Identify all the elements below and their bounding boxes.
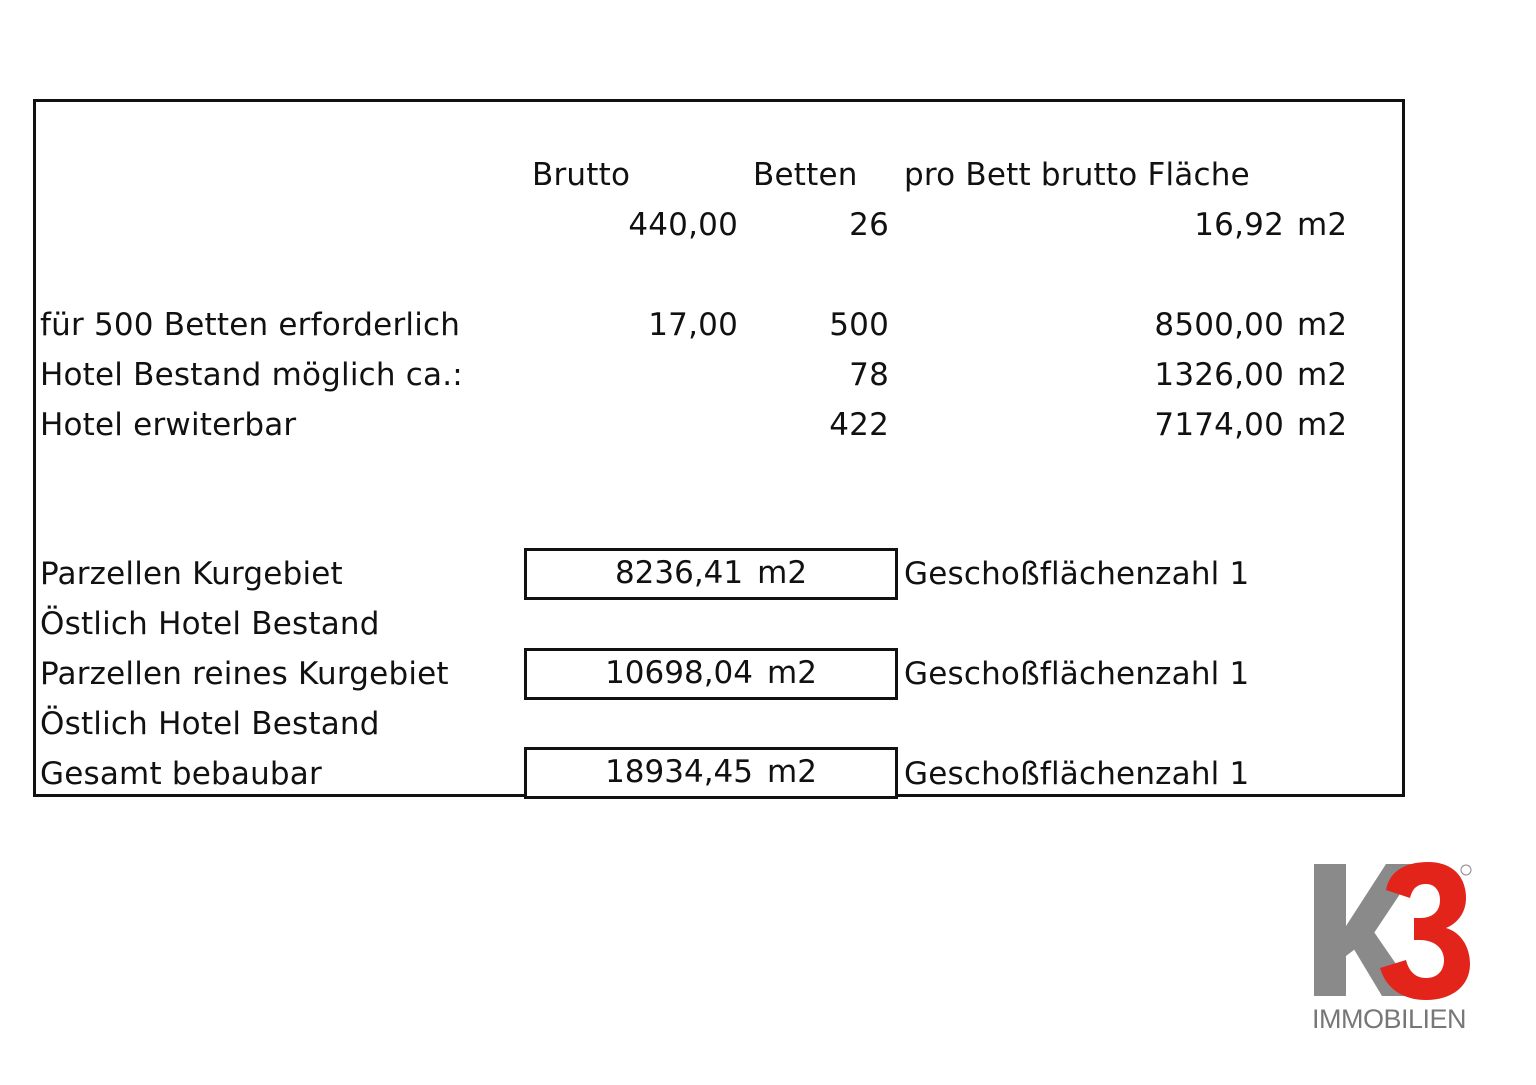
row-betten-expandable: 422 [829, 407, 889, 443]
parcel-value-box-total [524, 747, 898, 799]
parcel-value-reines-kurgebiet: 10698,04 [605, 655, 753, 691]
logo-caption: IMMOBILIEN [1312, 1004, 1467, 1034]
current-flaeche: 16,92 [1194, 207, 1284, 243]
row-flaeche-existing: 1326,00 [1154, 357, 1284, 393]
parcel-label-total: Gesamt bebaubar [40, 756, 322, 792]
parcel-note-total: Geschoßflächenzahl 1 [904, 756, 1250, 792]
row-label-required: für 500 Betten erforderlich [40, 307, 461, 343]
row-brutto-required: 17,00 [648, 307, 738, 343]
row-label-existing: Hotel Bestand möglich ca.: [40, 357, 463, 393]
parcel-sublabel-1: Östlich Hotel Bestand [40, 606, 380, 642]
parcel-label-reines-kurgebiet: Parzellen reines Kurgebiet [40, 656, 449, 692]
current-betten: 26 [849, 207, 889, 243]
parcel-note-kurgebiet: Geschoßflächenzahl 1 [904, 556, 1250, 592]
parcel-unit-kurgebiet: m2 [757, 555, 808, 591]
row-unit-required: m2 [1297, 307, 1348, 343]
parcel-sublabel-2: Östlich Hotel Bestand [40, 706, 380, 742]
header-flaeche-per-bed: pro Bett brutto Fläche [904, 157, 1250, 193]
parcel-note-reines-kurgebiet: Geschoßflächenzahl 1 [904, 656, 1250, 692]
row-flaeche-expandable: 7174,00 [1154, 407, 1284, 443]
parcel-value-total: 18934,45 [605, 754, 753, 790]
parcel-value-box-kurgebiet [524, 548, 898, 600]
row-unit-expandable: m2 [1297, 407, 1348, 443]
parcel-unit-total: m2 [767, 754, 817, 790]
row-flaeche-required: 8500,00 [1154, 307, 1284, 343]
current-brutto: 440,00 [628, 207, 738, 243]
header-brutto: Brutto [532, 157, 631, 193]
current-unit: m2 [1297, 207, 1348, 243]
parcel-value-box-reines-kurgebiet [524, 648, 898, 700]
header-betten: Betten [753, 157, 858, 193]
row-betten-required: 500 [829, 307, 889, 343]
parcel-unit-reines-kurgebiet: m2 [767, 655, 817, 691]
parcel-label-kurgebiet: Parzellen Kurgebiet [40, 556, 343, 592]
row-label-expandable: Hotel erwiterbar [40, 407, 297, 443]
row-betten-existing: 78 [849, 357, 889, 393]
parcel-value-kurgebiet: 8236,41 [614, 555, 744, 591]
row-unit-existing: m2 [1297, 357, 1348, 393]
